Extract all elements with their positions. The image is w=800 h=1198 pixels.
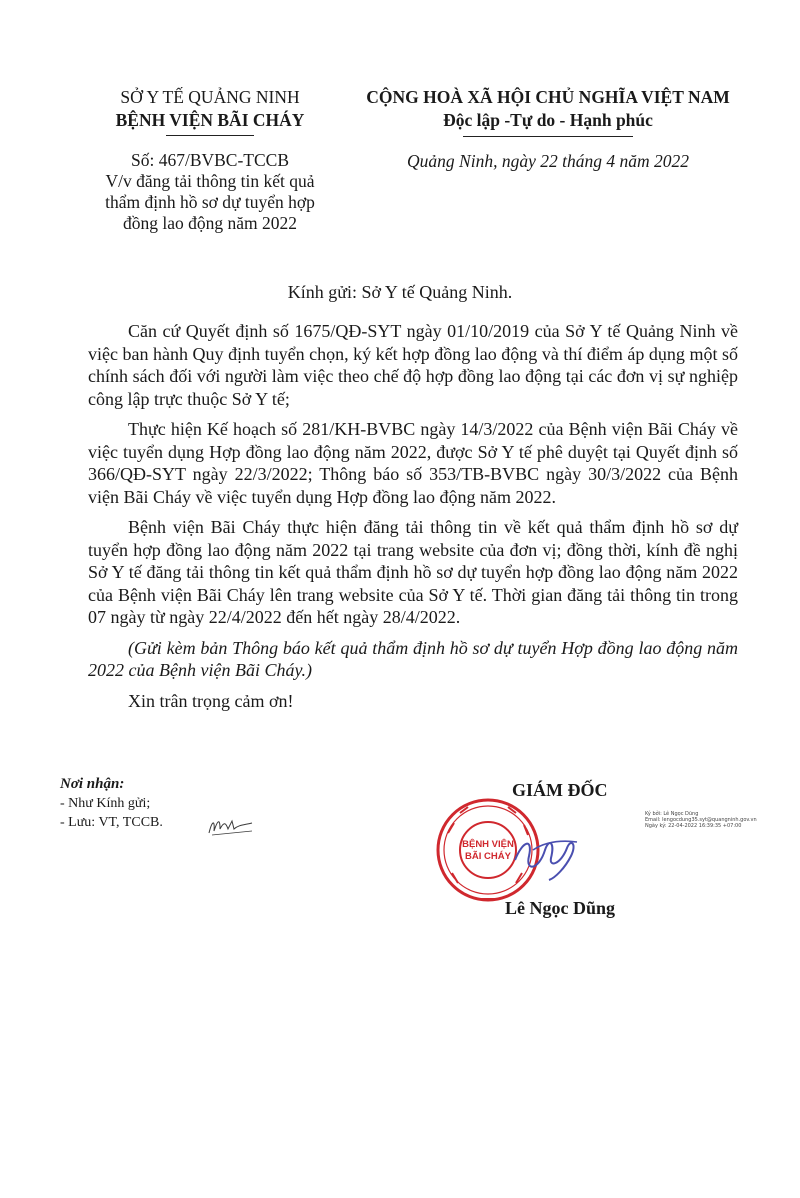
document-reference [60, 150, 360, 234]
header-underline-right [463, 136, 633, 137]
esig-line: Ngày ký: 22-04-2022 16:39:35 +07:00 [645, 823, 742, 829]
esig-line: Email: lengocdung35.syt@quangninh.gov.vn [645, 817, 757, 823]
subject-line: thẩm định hồ sơ dự tuyển hợp [105, 192, 315, 212]
organization-name: BỆNH VIỆN BÃI CHÁY [115, 110, 305, 130]
stamp-text-line1: BỆNH VIỆN [462, 839, 514, 850]
document-body [88, 320, 738, 720]
signer-position: GIÁM ĐỐC [512, 780, 608, 800]
body-paragraph: Bệnh viện Bãi Cháy thực hiện đăng tải thông tin về kết quả thẩm định hồ sơ dự tuyển hợp đồng lao động năm 2022 tại trang website của đơn vị; đồng thời, kính đề nghị Sở Y tế đăng tải thông tin kết quả thẩm định hồ sơ dự tuyển hợp đồng lao động năm 2022 của Bệnh viện Bãi Cháy lên trang website của Sở Y tế. Thời gian đăng tải thông tin trong 07 ngày từ ngày 22/4/2022 đến hết ngày 28/4/2022. [88, 517, 738, 627]
document-number: Số: 467/BVBC-TCCB [130, 150, 290, 170]
subject-line: V/v đăng tải thông tin kết quả [105, 171, 315, 191]
closing-thanks: Xin trân trọng cảm ơn! [128, 690, 294, 711]
parent-organization: SỞ Y TẾ QUẢNG NINH [120, 87, 300, 107]
subject-line: đồng lao động năm 2022 [122, 213, 297, 233]
nation-name: CỘNG HOÀ XÃ HỘI CHỦ NGHĨA VIỆT NAM [366, 87, 730, 107]
attachment-note: (Gửi kèm bản Thông báo kết quả thẩm định hồ sơ dự tuyển Hợp đồng lao động năm 2022 của Bệnh viện Bãi Cháy.) [88, 637, 738, 680]
esig-line: Ký bởi: Lê Ngọc Dũng [645, 811, 699, 817]
recipient-item: - Lưu: VT, TCCB. [60, 815, 163, 830]
salutation: Kính gửi: Sở Y tế Quảng Ninh. [287, 282, 513, 302]
body-paragraph: Thực hiện Kế hoạch số 281/KH-BVBC ngày 14/3/2022 của Bệnh viện Bãi Cháy về việc tuyển dụng Hợp đồng lao động năm 2022, được Sở Y tế phê duyệt tại Quyết định số 366/QĐ-SYT ngày 22/3/2022; Thông báo số 353/TB-BVBC ngày 30/3/2022 của Bệnh viện Bãi Cháy về việc tuyển dụng Hợp đồng lao động năm 2022. [88, 419, 738, 507]
place-and-date: Quảng Ninh, ngày 22 tháng 4 năm 2022 [407, 151, 689, 171]
digital-signature-info [645, 811, 757, 829]
recipient-item: - Như Kính gửi; [60, 796, 151, 811]
national-motto: Độc lập -Tự do - Hạnh phúc [443, 110, 653, 130]
handwritten-signature [505, 820, 585, 885]
initials-signature [206, 815, 256, 837]
recipients-title: Nơi nhận: [60, 776, 125, 792]
national-header [338, 86, 758, 137]
header-underline-left [166, 135, 254, 136]
body-paragraph: Căn cứ Quyết định số 1675/QĐ-SYT ngày 01/10/2019 của Sở Y tế Quảng Ninh về việc ban hành Quy định tuyển chọn, ký kết hợp đồng lao động và thí điểm áp dụng một số chính sách đối với người làm việc theo chế độ hợp đồng lao động tại các đơn vị sự nghiệp công lập trực thuộc Sở Y tế; [88, 321, 738, 409]
stamp-text-line2: BÃI CHÁY [465, 851, 511, 862]
signer-name: Lê Ngọc Dũng [505, 898, 616, 918]
issuer-header [60, 86, 360, 136]
